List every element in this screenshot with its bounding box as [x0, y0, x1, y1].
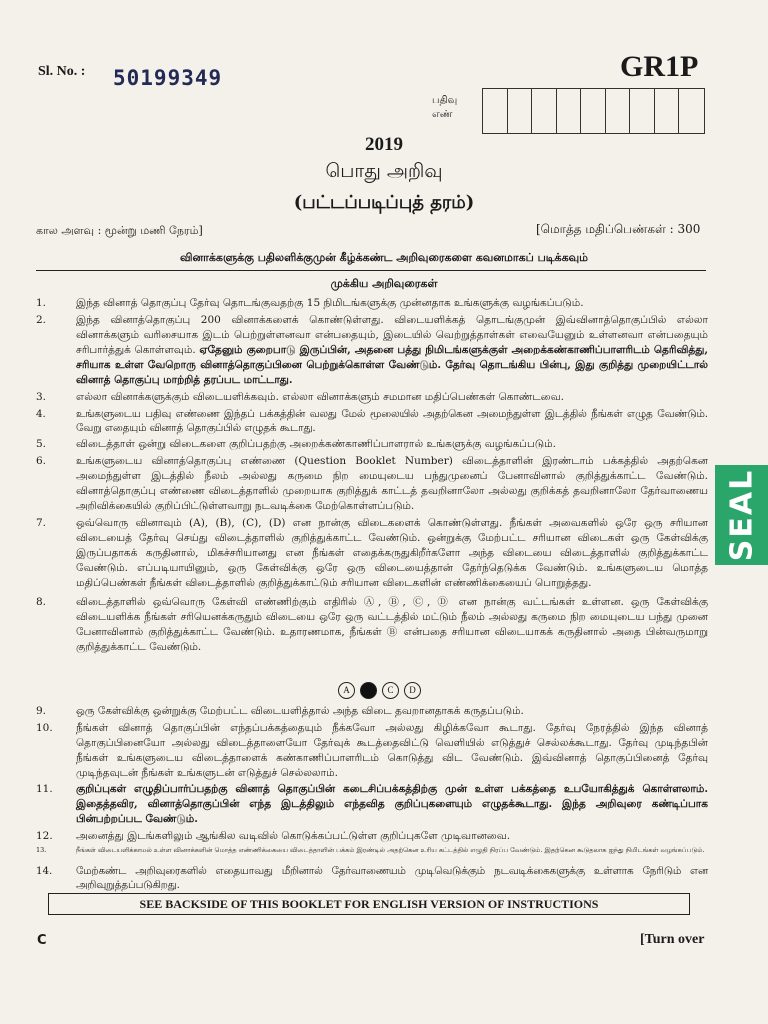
- example-answer-bubbles: [338, 682, 421, 699]
- paper-code: GR1P: [620, 50, 699, 83]
- instruction-text: இந்த வினாத் தொகுப்பு தேர்வு தொடங்குவதற்கு 15 நிமிடங்களுக்கு முன்னதாக உங்களுக்கு வழங்கப்படும்.: [76, 297, 584, 309]
- instruction-text: விடைத்தாள் ஒன்று விடைகளை குறிப்பதற்கு அறைக்கண்காணிப்பாளரால் உங்களுக்கு வழங்கப்படும்.: [76, 438, 556, 450]
- seal-tab: [715, 465, 768, 565]
- register-digit-box[interactable]: [532, 89, 557, 133]
- register-digit-box[interactable]: [655, 89, 680, 133]
- instruction-number: 1.: [36, 297, 47, 309]
- register-number-boxes[interactable]: [482, 88, 705, 134]
- instruction-number: 10.: [36, 722, 53, 734]
- bubble-d: D: [404, 682, 421, 699]
- instruction-number: 12.: [36, 830, 53, 842]
- register-digit-box[interactable]: [508, 89, 533, 133]
- instruction-text: மேற்கண்ட அறிவுரைகளில் எதையாவது மீறினால் தேர்வாணையம் முடிவெடுக்கும் நடவடிக்கைகளுக்கு உள்ளாக நேரிடும் என அறிவுறுத்தப்படுகிறது.: [76, 865, 708, 892]
- seal-label: SEAL: [724, 468, 759, 562]
- register-digit-box[interactable]: [581, 89, 606, 133]
- instruction-item: [36, 313, 708, 388]
- instruction-item: [36, 595, 708, 655]
- instruction-text: அனைத்து இடங்களிலும் ஆங்கில வடிவில் கொடுக்கப்பட்டுள்ள குறிப்புகளே முடிவானவை.: [76, 830, 511, 842]
- instruction-number: 11.: [36, 783, 53, 795]
- instruction-number: 9.: [36, 705, 47, 717]
- instruction-number: 6.: [36, 455, 47, 467]
- instruction-number: 8.: [36, 596, 47, 608]
- corner-mark: C: [37, 933, 47, 948]
- instruction-text: குறிப்புகள் எழுதிப்பார்ப்பதற்கு வினாத் தொகுப்பின் கடைசிப்பக்கத்திற்கு முன் உள்ள பக்கத்தை உபயோகித்துக் கொள்ளலாம். இதைத்தவிர, வினாத்தொகுப்பின் எந்த இடத்திலும் எந்தவித குறிப்புகளையும் எழுதக்கூடாது. இந்த அறிவுரை கண்டிப்பாக பின்பற்றப்பட வேண்டும்.: [76, 783, 708, 825]
- instruction-text: நீங்கள் வினாத் தொகுப்பின் எந்தப்பக்கத்தையும் நீக்கவோ அல்லது கிழிக்கவோ கூடாது. தேர்வு நேரத்தில் இந்த வினாத் தொகுப்பினையோ அல்லது விடைத்தாளையோ தேர்வுக் கூடத்தைவிட்டு வெளியில் எடுத்துச் செல்லக்கூடாது. தேர்வு முடிந்தபின் நீங்கள் உங்களுடைய விடைத்தாளைக் கண்காணிப்பாளரிடம் கொடுத்து விட வேண்டும். இவ்வினாத் தொகுப்பினைத் தேர்வு முடிந்தவுடன் நீங்கள் உங்களுடன் எடுத்துச் செல்லலாம்.: [76, 722, 708, 779]
- turn-over: [Turn over: [640, 932, 705, 947]
- register-digit-box[interactable]: [606, 89, 631, 133]
- duration: கால அளவு : மூன்று மணி நேரம்]: [36, 224, 203, 237]
- register-label-line2: எண்: [432, 109, 453, 120]
- instruction-item: [36, 704, 708, 719]
- instruction-item: [36, 454, 708, 514]
- instruction-item: [36, 407, 708, 435]
- instruction-item: [36, 846, 708, 855]
- instruction-text: இந்த வினாத்தொகுப்பு 200 வினாக்களைக் கொண்டுள்ளது. விடையளிக்கத் தொடங்குமுன் இவ்வினாத்தொகுப்பில் எல்லா வினாக்களும் வரிசையாக இடம் பெற்றுள்ளனவா என்பதையும், இடையில் வெற்றுத்தாள்கள் எவையேனும் உள்ளனவா என்பதையும் சரிபார்த்துக் கொள்ளவும்.: [76, 314, 708, 356]
- instruction-number: 5.: [36, 438, 47, 450]
- instruction-number: 14.: [36, 865, 53, 877]
- bubble-c: C: [382, 682, 399, 699]
- instruction-item: [36, 516, 708, 591]
- english-version-note: SEE BACKSIDE OF THIS BOOKLET FOR ENGLISH VERSION OF INSTRUCTIONS: [48, 893, 690, 915]
- instruction-text: ஒவ்வொரு வினாவும் (A), (B), (C), (D) என நான்கு விடைகளைக் கொண்டுள்ளது. நீங்கள் அவைகளில் ஒரே ஒரு சரியான விடையைத் தேர்வு செய்து விடைத்தாளில் குறித்துக்காட்ட வேண்டும். ஒன்றுக்கு மேற்பட்ட சரியான விடைகள் ஒரு கேள்விக்கு இருப்பதாகக் கருதினால், மிகச்சரியானது என நீங்கள் எதைக்கருதுகிறீர்களோ அந்த விடையை விடைத்தாளில் குறித்துக்காட்ட வேண்டும். எப்படியாயினும், ஒரு கேள்விக்கு ஒரே ஒரு விடையைத்தான் தேர்ந்தெடுக்க வேண்டும். உங்களுடைய மொத்த மதிப்பெண்கள் நீங்கள் விடைத்தாளில் குறித்துக்காட்டும் சரியான விடைகளின் எண்ணிக்கையைப் பொறுத்தது.: [76, 517, 708, 589]
- instruction-item: [36, 829, 708, 844]
- divider: [36, 270, 706, 271]
- register-digit-box[interactable]: [557, 89, 582, 133]
- instruction-text: உங்களுடைய பதிவு எண்ணை இந்தப் பக்கத்தின் வலது மேல் மூலையில் அதற்கென அமைந்துள்ள இடத்தில் நீங்கள் எழுத வேண்டும். வேறு எதையும் வினாத் தொகுப்பில் எழுதக் கூடாது.: [76, 408, 708, 435]
- register-digit-box[interactable]: [630, 89, 655, 133]
- register-digit-box[interactable]: [679, 89, 704, 133]
- instruction-item: [36, 390, 708, 405]
- important-instructions-heading: முக்கிய அறிவுரைகள்: [330, 277, 438, 290]
- read-instructions-heading: வினாக்களுக்கு பதிலளிக்குமுன் கீழ்க்கண்ட அறிவுரைகளை கவனமாகப் படிக்கவும்: [179, 251, 589, 264]
- instruction-text: நீங்கள் விடையளிக்காமல் உள்ள வினாக்களின் மொத்த எண்ணிக்கையை விடைத்தாளின் பக்கம் இரண்டில் அதற்கென உரிய கட்டத்தில் எழுதி நிரப்ப வேண்டும். இதற்கென கூடுதலாக ஐந்து நிமிடங்கள் வழங்கப்படும்.: [76, 846, 705, 854]
- instruction-text: ஒரு கேள்விக்கு ஒன்றுக்கு மேற்பட்ட விடையளித்தால் அந்த விடை தவறானதாகக் கருதப்படும்.: [76, 705, 524, 717]
- instruction-number: 7.: [36, 517, 47, 529]
- exam-year: 2019: [365, 134, 403, 155]
- instruction-number: 13.: [36, 846, 47, 854]
- instruction-text: உங்களுடைய வினாத்தொகுப்பு எண்ணை (Question Booklet Number) விடைத்தாளின் இரண்டாம் பக்கத்தில் அதற்கென அமைந்துள்ள இடத்தில் நீலம் அல்லது கருமை நிற மையுடைய பந்துமுனைப் பேனாவினால் குறித்துக்காட்ட வேண்டும். வினாத்தொகுப்பு எண்ணை விடைத்தாளில் முறையாக குறித்துக் காட்டத் தவறினாலோ அல்லது குறிக்கத் தவறினாலோ தேர்வாணைய அறிவிக்கையில் குறிப்பிட்டுள்ளவாறு நடவடிக்கை மேற்கொள்ளப்படும்.: [76, 455, 708, 512]
- serial-number: 50199349: [113, 66, 223, 90]
- instruction-number: 4.: [36, 408, 46, 420]
- bubble-b-filled: [360, 682, 377, 699]
- bubble-a: A: [338, 682, 355, 699]
- instruction-item: [36, 437, 708, 452]
- instruction-item: [36, 864, 708, 892]
- register-number-label: [432, 94, 457, 122]
- serial-label: Sl. No. :: [38, 64, 86, 79]
- max-marks: [மொத்த மதிப்பெண்கள் : 300: [536, 222, 701, 236]
- instruction-text: எல்லா வினாக்களுக்கும் விடையளிக்கவும். எல்லா வினாக்களும் சமமான மதிப்பெண்கள் கொண்டவை.: [76, 391, 564, 403]
- instruction-item: [36, 296, 708, 311]
- instruction-text: விடைத்தாளில் ஒவ்வொரு கேள்வி எண்ணிற்கும் எதிரில் Ⓐ, Ⓑ, Ⓒ, Ⓓ என நான்கு வட்டங்கள் உள்ளன. ஒரு கேள்விக்கு விடையளிக்க நீங்கள் சரியெனக்கருதும் விடையை ஒரே ஒரு வட்டத்தில் மட்டும் நீலம் அல்லது கருமை நிற மையுடைய பந்து முனை பேனாவினால் குறித்துக்காட்ட வேண்டும். உதாரணமாக, நீங்கள் Ⓑ என்பதை சரியான விடையாகக் கருதினால் அதை பின்வருமாறு குறித்துக்காட்ட வேண்டும்.: [76, 596, 708, 653]
- paper-type: (பட்டப்படிப்புத் தரம்): [293, 192, 475, 213]
- instruction-item: [36, 782, 708, 827]
- instruction-emphasis: ஏதேனும் குறைபாடு இருப்பின், அதனை பத்து நிமிடங்களுக்குள் அறைக்கண்காணிப்பாளரிடம் தெரிவித்து, சரியாக உள்ள வேறொரு வினாத்தொகுப்பினை பெற்றுக்கொள்ள வேண்டும். தேர்வு தொடங்கிய பின்பு, இது குறித்து முறையிட்டால் வினாத் தொகுப்பு மாற்றித் தரப்பட மாட்டாது.: [76, 344, 708, 386]
- instruction-number: 3.: [36, 391, 47, 403]
- subject-title: பொது அறிவு: [325, 160, 443, 182]
- register-digit-box[interactable]: [483, 89, 508, 133]
- instruction-number: 2.: [36, 314, 47, 326]
- instruction-item: [36, 721, 708, 781]
- register-label-line1: பதிவு: [432, 95, 458, 106]
